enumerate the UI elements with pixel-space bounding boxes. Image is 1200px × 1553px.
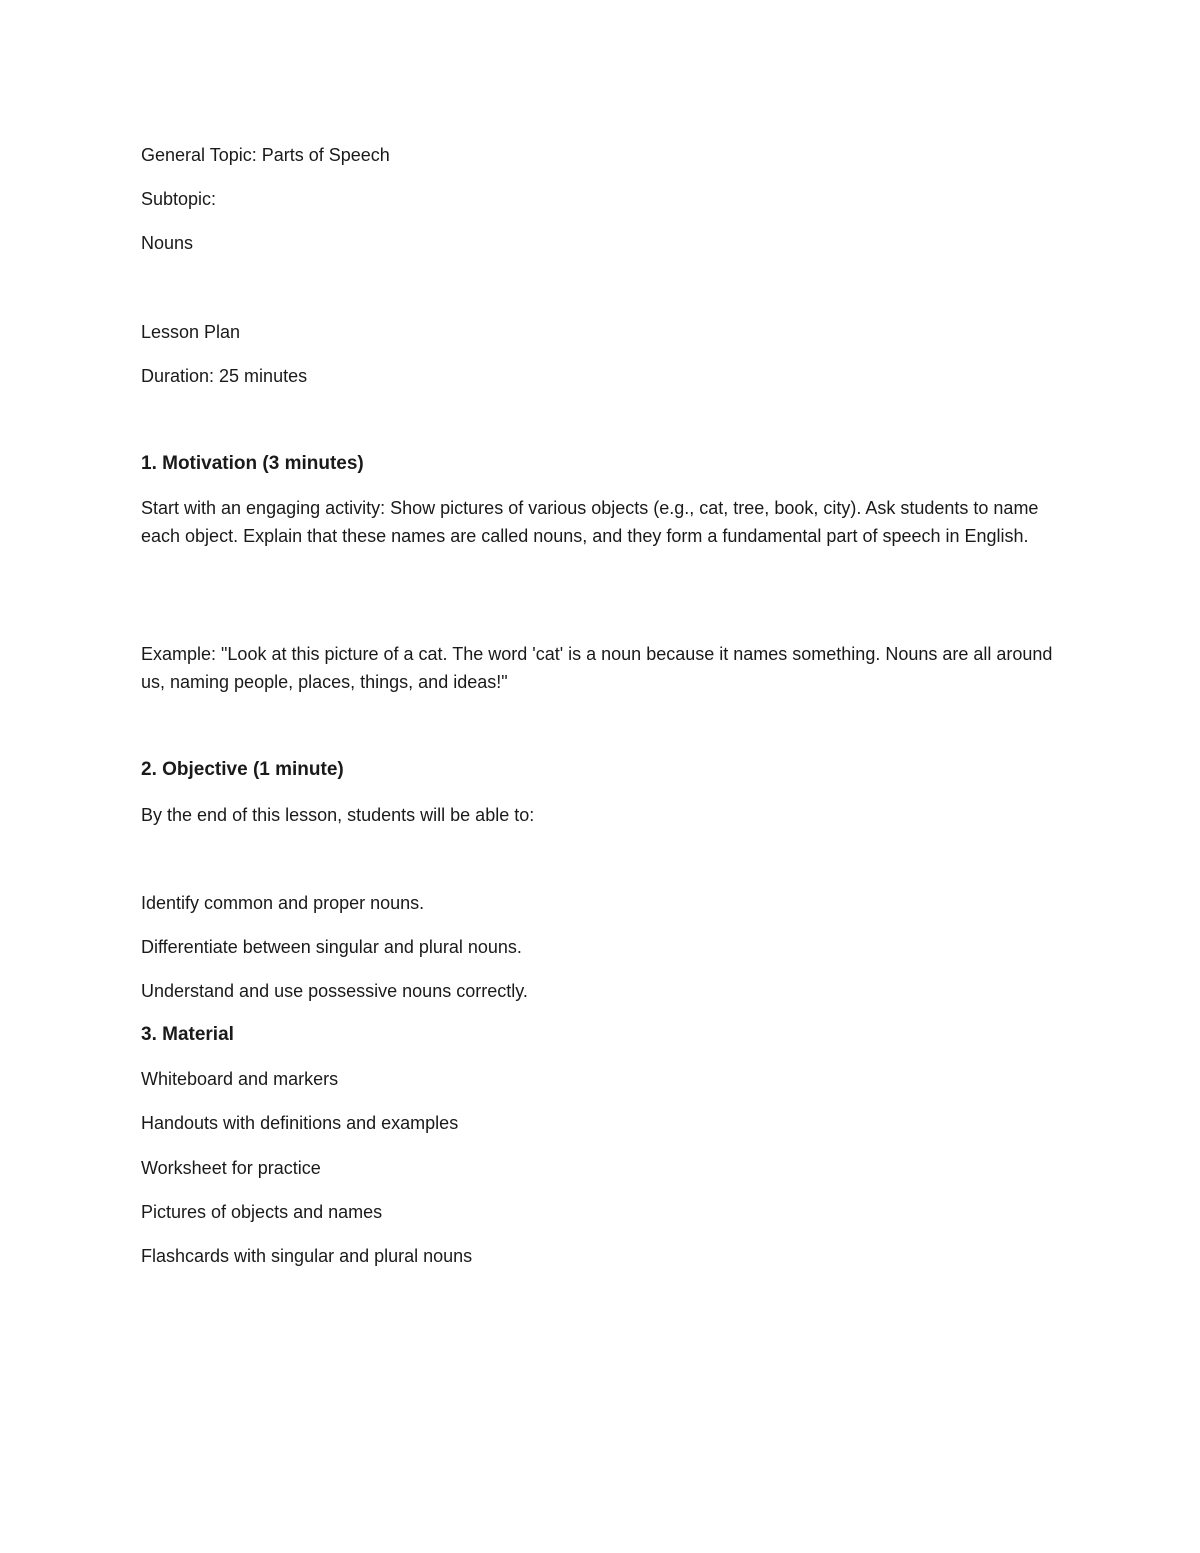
objective-heading: 2. Objective (1 minute) (141, 759, 344, 780)
motivation-heading: 1. Motivation (3 minutes) (141, 453, 364, 474)
material-item: Flashcards with singular and plural nouns (141, 1246, 473, 1266)
general-topic: General Topic: Parts of Speech (141, 145, 390, 165)
objective-item: Understand and use possessive nouns correctly. (141, 981, 528, 1001)
objective-intro: By the end of this lesson, students will be able to: (141, 805, 535, 825)
material-item: Worksheet for practice (141, 1158, 321, 1178)
subtopic-label: Subtopic: (141, 189, 217, 209)
lesson-plan-title: Lesson Plan (141, 322, 241, 342)
objective-item: Identify common and proper nouns. (141, 893, 425, 913)
duration: Duration: 25 minutes (141, 366, 308, 386)
subtopic-value: Nouns (141, 233, 194, 253)
material-heading: 3. Material (141, 1024, 234, 1045)
material-item: Whiteboard and markers (141, 1069, 339, 1089)
material-item: Handouts with definitions and examples (141, 1113, 459, 1133)
material-item: Pictures of objects and names (141, 1202, 383, 1222)
objective-item: Differentiate between singular and plural nouns. (141, 937, 522, 957)
motivation-example: Example: "Look at this picture of a cat. The word 'cat' is a noun because it names something. Nouns are all around us, naming people, places, things, and ideas!" (141, 644, 1053, 692)
motivation-body: Start with an engaging activity: Show pictures of various objects (e.g., cat, tree, book, city). Ask students to name each object. Explain that these names are called nouns, and they form a fundamental part of speech in English. (141, 498, 1039, 546)
